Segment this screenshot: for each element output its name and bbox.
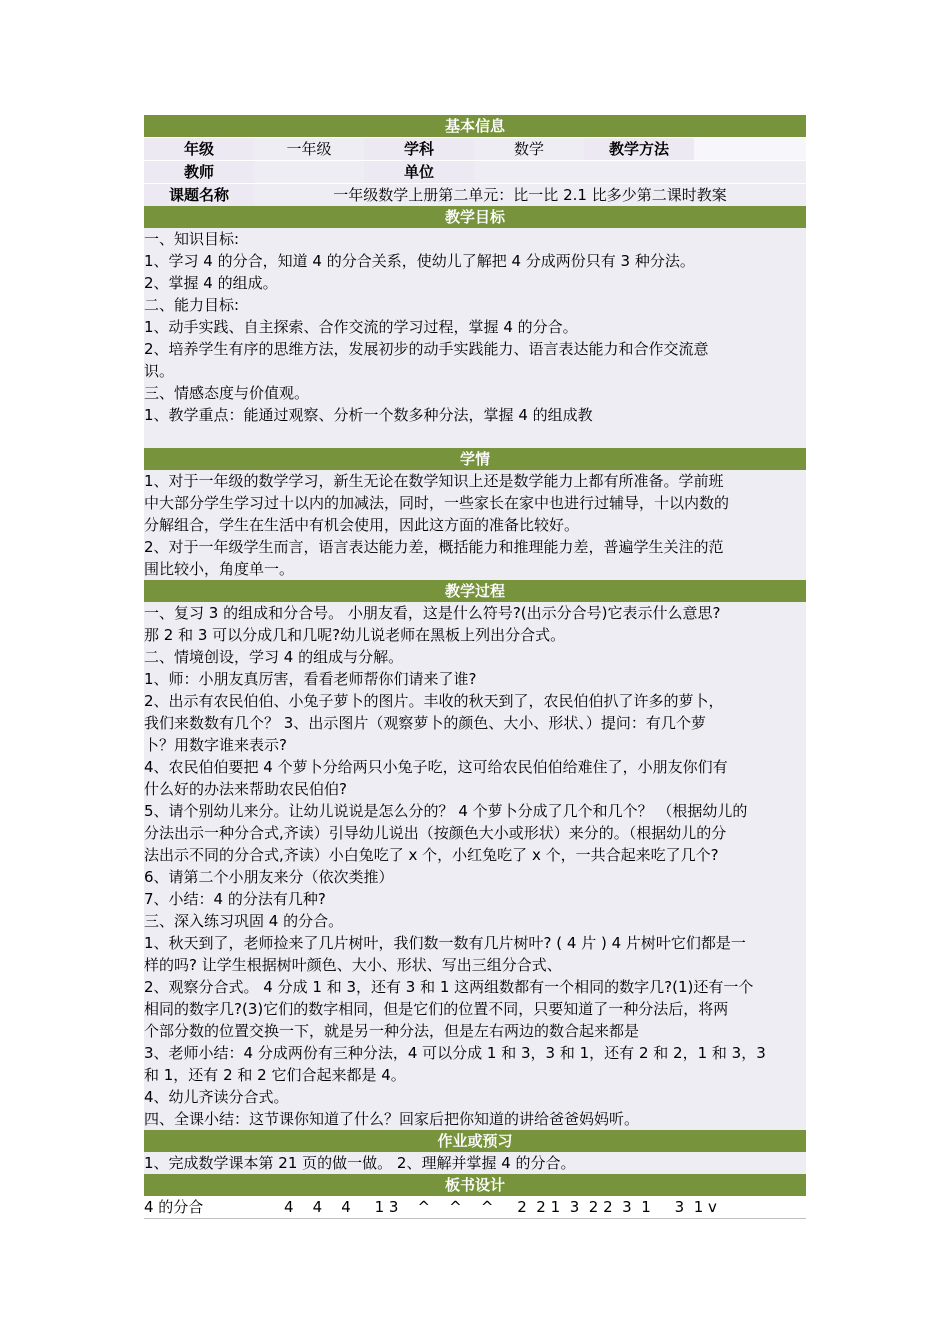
situation-line: 2、对于一年级学生而言，语言表达能力差，概括能力和推理能力差，普遍学生关注的范	[144, 538, 724, 556]
process-line: 1、师：小朋友真厉害，看看老师帮你们请来了谁?	[144, 670, 477, 688]
process-line: 分法出示一种分合式,齐读）引导幼儿说出（按颜色大小或形状）来分的。（根据幼儿的分	[144, 824, 727, 842]
process-line: 3、老师小结：4 分成两份有三种分法，4 可以分成 1 和 3，3 和 1，还有 2 和 2，1 和 3，3	[144, 1044, 766, 1062]
objective-line: 1、教学重点：能通过观察、分析一个数多种分法，掌握 4 的组成教	[144, 406, 593, 424]
objective-line: 2、培养学生有序的思维方法，发展初步的动手实践能力、语言表达能力和合作交流意	[144, 340, 709, 358]
situation-line: 中大部分学生学习过十以内的加减法，同时，一些家长在家中也进行过辅导，十以内数的	[144, 494, 730, 512]
objective-line: 1、学习 4 的分合，知道 4 的分合关系，使幼儿了解把 4 分成两份只有 3 种分法。	[144, 252, 695, 270]
section-header-basic: 基本信息	[144, 115, 806, 137]
process-line: 三、深入练习巩固 4 的分合。	[144, 912, 344, 930]
basic-row-2	[144, 160, 806, 183]
process-line: 法出示不同的分合式,齐读）小白兔吃了 x 个，小红兔吃了 x 个，一共合起来吃了几个?	[144, 846, 719, 864]
process-line: 7、小结：4 的分法有几种?	[144, 890, 326, 908]
objective-line: 二、能力目标:	[144, 296, 240, 314]
situation-line: 分解组合，学生在生活中有机会使用，因此这方面的准备比较好。	[144, 516, 580, 534]
process-line: 一、复习 3 的组成和分合号。 小朋友看，这是什么符号?(出示分合号)它表示什么意思?	[144, 604, 721, 622]
objectives-spacer	[144, 426, 806, 448]
grade-value: 一年级	[286, 140, 332, 158]
section-header-process: 教学过程	[144, 580, 806, 602]
section-header-homework: 作业或预习	[144, 1130, 806, 1152]
basic-row-1	[144, 137, 806, 160]
situation-line: 1、对于一年级的数学学习，新生无论在数学知识上还是数学能力上都有所准备。学前班	[144, 472, 724, 490]
process-line: 1、秋天到了，老师捡来了几片树叶，我们数一数有几片树叶? ( 4 片 ) 4 片树叶它们都是一	[144, 934, 746, 952]
section-header-board: 板书设计	[144, 1174, 806, 1196]
unit-label: 单位	[364, 161, 474, 183]
subject-value: 数学	[513, 140, 544, 158]
objective-line: 一、知识目标:	[144, 230, 240, 248]
teacher-label: 教师	[144, 161, 254, 183]
grade-label: 年级	[144, 138, 254, 160]
board-row	[144, 1196, 806, 1219]
title-label: 课题名称	[144, 184, 254, 206]
process-line: 那 2 和 3 可以分成几和几呢?幼儿说老师在黑板上列出分合式。	[144, 626, 566, 644]
process-line: 个部分数的位置交换一下，就是另一种分法，但是左右两边的数合起来都是	[144, 1022, 640, 1040]
objective-line: 2、掌握 4 的组成。	[144, 274, 278, 292]
unit-value	[474, 161, 806, 183]
process-line: 6、请第二个小朋友来分（依次类推）	[144, 868, 394, 886]
section-header-situation: 学情	[144, 448, 806, 470]
process-line: 4、农民伯伯要把 4 个萝卜分给两只小兔子吃，这可给农民伯伯给难住了，小朋友你们有	[144, 758, 728, 776]
lesson-plan-table	[144, 115, 806, 1219]
process-line: 卜？用数字谁来表示?	[144, 736, 287, 754]
homework-text: 1、完成数学课本第 21 页的做一做。 2、理解并掌握 4 的分合。	[144, 1154, 576, 1172]
process-body	[144, 602, 806, 1130]
board-content: 4 4 4 1 3 ^ ^ ^ 2 2 1 3 2 2 3 1 3 1 v	[284, 1198, 717, 1216]
board-label: 4 的分合	[144, 1198, 204, 1216]
objective-line: 三、情感态度与价值观。	[144, 384, 310, 402]
objectives-body	[144, 228, 806, 448]
process-line: 相同的数字几?(3)它们的数字相同，但是它们的位置不同，只要知道了一种分法后，将两	[144, 1000, 729, 1018]
process-line: 4、幼儿齐读分合式。	[144, 1088, 289, 1106]
teacher-value	[254, 161, 364, 183]
situation-body	[144, 470, 806, 580]
process-line: 5、请个别幼儿来分。让幼儿说说是怎么分的？ 4 个萝卜分成了几个和几个？ （根据幼儿的	[144, 802, 748, 820]
situation-line: 围比较小，角度单一。	[144, 560, 295, 578]
process-line: 二、情境创设，学习 4 的组成与分解。	[144, 648, 404, 666]
process-line: 2、出示有农民伯伯、小兔子萝卜的图片。丰收的秋天到了，农民伯伯扒了许多的萝卜，	[144, 692, 724, 710]
method-value	[694, 138, 806, 160]
title-value: 一年级数学上册第二单元：比一比 2.1 比多少第二课时教案	[333, 186, 727, 204]
process-line: 什么好的办法来帮助农民伯伯?	[144, 780, 347, 798]
process-line: 样的吗? 让学生根据树叶颜色、大小、形状、写出三组分合式、	[144, 956, 562, 974]
homework-body	[144, 1152, 806, 1174]
objective-line: 识。	[144, 362, 175, 380]
section-header-objectives: 教学目标	[144, 206, 806, 228]
method-label: 教学方法	[584, 138, 694, 160]
process-line: 四、全课小结：这节课你知道了什么？回家后把你知道的讲给爸爸妈妈听。	[144, 1110, 640, 1128]
objective-line: 1、动手实践、自主探索、合作交流的学习过程，掌握 4 的分合。	[144, 318, 578, 336]
process-line: 和 1，还有 2 和 2 它们合起来都是 4。	[144, 1066, 406, 1084]
process-line: 我们来数数有几个？ 3、出示图片（观察萝卜的颜色、大小、形状、）提问：有几个萝	[144, 714, 706, 732]
process-line: 2、观察分合式。 4 分成 1 和 3，还有 3 和 1 这两组数都有一个相同的数字几?(1)还有一个	[144, 978, 754, 996]
basic-row-3	[144, 183, 806, 206]
subject-label: 学科	[364, 138, 474, 160]
